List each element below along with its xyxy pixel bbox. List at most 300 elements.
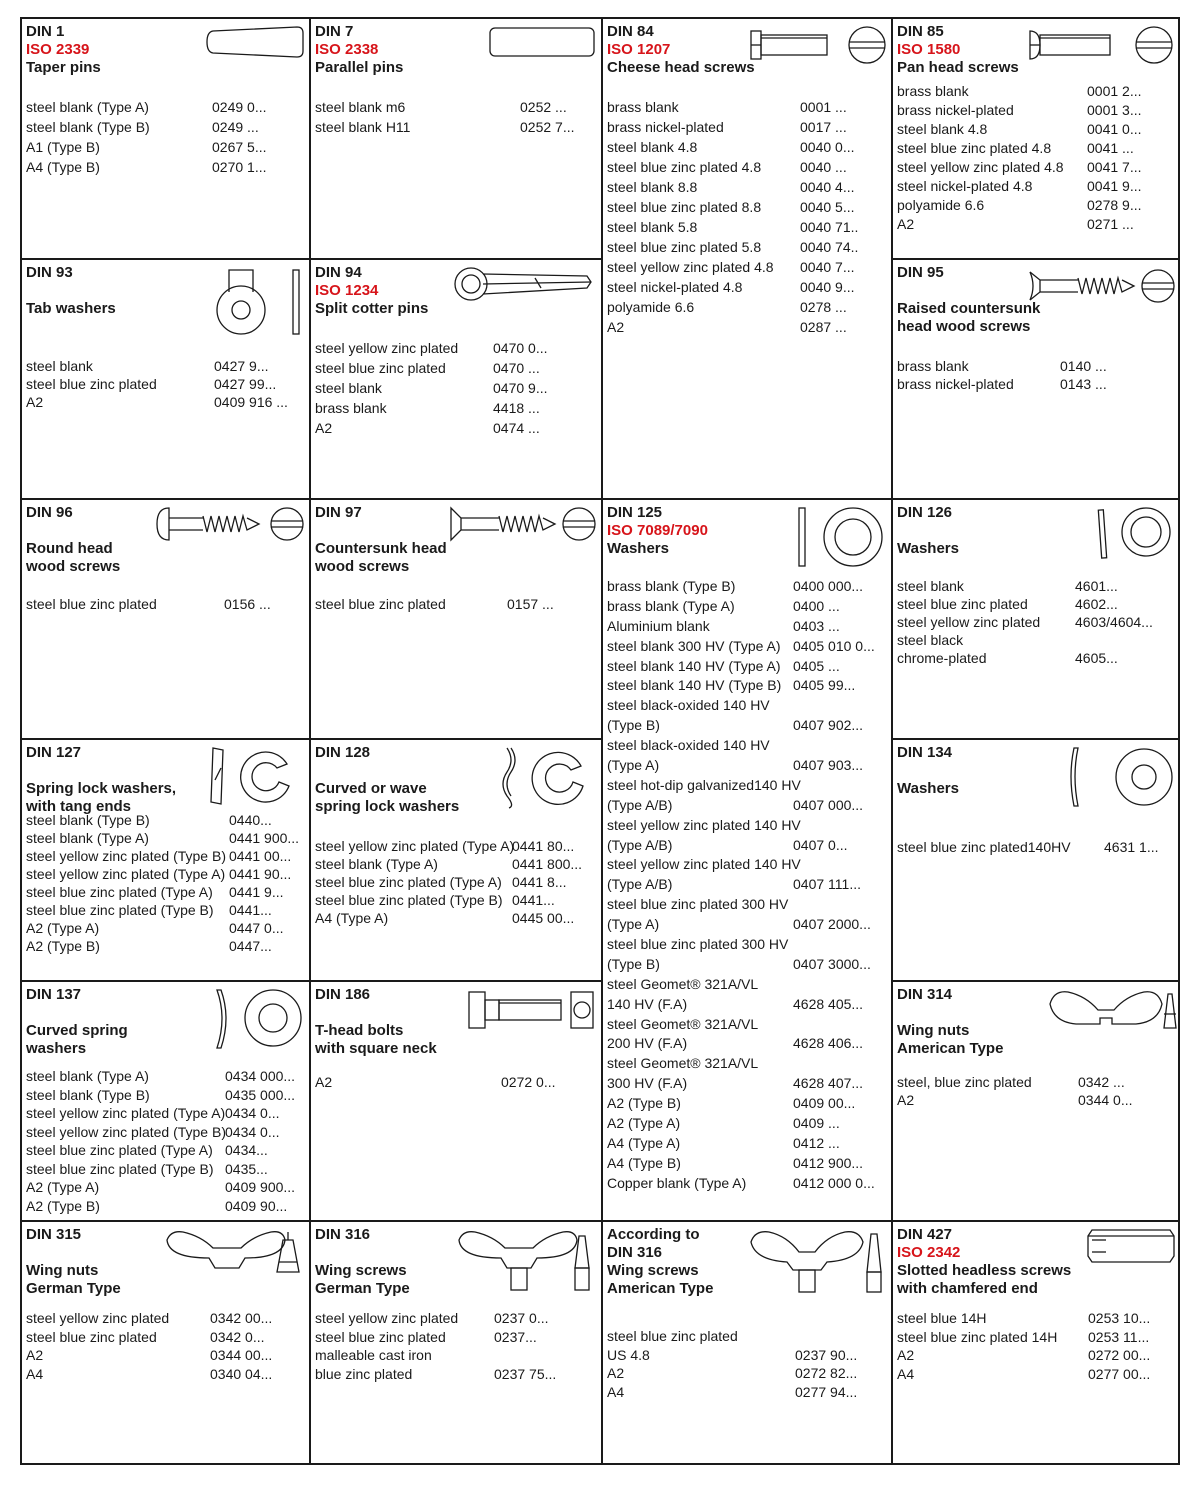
material-list [897,1310,1176,1384]
product-name: Wing screws German Type [315,1262,410,1297]
material-description: steel hot-dip galvanized140 HV [607,776,801,793]
material-description: steel blue zinc plated 14H [897,1328,1058,1345]
material-description: A4 (Type A) [315,910,389,926]
material-description: steel blue zinc plated 300 HV [607,936,789,953]
material-description: steel nickel-plated 4.8 [607,279,743,295]
list-item [26,596,305,616]
material-description: Aluminium blank [607,617,710,634]
article-number: 0040 0... [800,139,855,155]
article-number: 0474 ... [493,420,540,436]
list-item [607,996,887,1016]
list-item [26,1087,305,1106]
article-number: 0342 0... [210,1328,265,1345]
list-item [607,119,887,139]
material-list [315,1310,597,1384]
din-number: DIN 85 [897,23,944,40]
article-number: 0447... [229,938,272,954]
list-item [26,812,305,830]
material-description: blue zinc plated [315,1365,413,1382]
product-name: Parallel pins [315,59,404,76]
pan-head-screw-icon [1026,25,1176,70]
article-number: 0434... [225,1142,268,1158]
list-item [607,279,887,299]
article-number: 0470 0... [493,340,548,356]
heading-spacer [26,1004,128,1022]
article-number: 0403 ... [793,617,840,634]
list-item [26,938,305,956]
list-item [607,1035,887,1055]
material-description: brass blank (Type B) [607,578,736,594]
product-cell [893,1222,1180,1463]
list-item [607,976,887,996]
heading-spacer [26,1244,121,1262]
slotted-headless-screw-icon [1086,1228,1176,1269]
article-number: 0237... [494,1328,537,1345]
material-description: A2 [26,394,44,410]
material-description: steel blue zinc plated (Type A) [315,874,502,890]
list-item [607,777,887,797]
din-number: DIN 1 [26,23,65,40]
list-item [607,936,887,956]
product-name: Taper pins [26,59,101,76]
iso-number: ISO 1234 [315,282,379,299]
material-description: steel blue zinc plated [607,1328,738,1344]
list-item [897,121,1176,140]
material-description: steel blank H11 [315,119,411,135]
heading-spacer [315,1004,437,1022]
material-list [315,99,597,139]
list-item [315,360,597,380]
list-item [897,839,1176,857]
washer-126-icon [1096,506,1176,567]
article-number: 0278 9... [1087,197,1142,213]
list-item [607,598,887,618]
material-description: (Type A) [607,757,660,774]
material-description: steel blue zinc plated [26,1328,157,1345]
article-number: 0140 ... [1060,358,1107,374]
material-list [26,596,305,616]
article-number: 0405 ... [793,657,840,674]
list-item [897,614,1176,632]
product-name: Curved spring washers [26,1022,128,1057]
product-heading [897,504,959,558]
wing-nut-american-icon [1046,988,1176,1037]
list-item [897,1347,1176,1366]
heading-spacer [315,522,447,540]
article-number: 0344 00... [210,1347,273,1363]
list-item [315,1347,597,1366]
material-list [607,578,887,1195]
product-heading [897,1226,1071,1298]
product-heading [607,23,755,77]
article-number: 4601... [1075,578,1118,594]
article-number: 0407 000... [793,796,864,813]
product-cell [22,982,311,1222]
material-description: steel Geomet® 321A/VL [607,1055,759,1072]
list-item [897,578,1176,596]
material-description: Copper blank (Type A) [607,1174,747,1191]
article-number: 0237 90... [795,1346,858,1363]
tab-washer-icon [215,266,305,343]
product-heading [315,744,459,816]
article-number: 4603/4604... [1075,614,1153,630]
article-number: 0441 00... [229,848,292,864]
product-heading [897,264,1040,336]
product-name: T-head bolts with square neck [315,1022,437,1057]
split-cotter-pin-icon [447,266,597,311]
article-number: 0287 ... [800,319,847,335]
material-description: steel blue zinc plated [315,596,446,612]
article-number: 0405 010 0... [793,637,875,654]
article-number: 0407 903... [793,757,864,774]
list-item [26,1198,305,1217]
product-cell [603,1222,893,1463]
material-description: (Type A) [607,916,660,933]
material-list [315,1074,597,1092]
material-description: steel blank (Type B) [26,119,150,135]
product-heading [315,986,437,1058]
din-number: DIN 315 [26,1226,82,1243]
parallel-pin-icon [487,25,597,64]
material-list [607,99,887,339]
list-item [607,837,887,857]
din-number: DIN 93 [26,264,73,281]
material-description: 300 HV (F.A) [607,1075,688,1092]
material-description: polyamide 6.6 [607,299,695,315]
list-item [607,956,887,976]
product-cell [311,982,603,1222]
material-list [315,838,597,928]
material-description: steel blue 14H [897,1310,987,1326]
article-number: 0407 3000... [793,955,871,972]
list-item [607,179,887,199]
article-number: 0412 ... [793,1134,840,1151]
product-cell [22,260,311,500]
material-description: malleable cast iron [315,1347,432,1363]
product-name: Spring lock washers, with tang ends [26,780,177,815]
list-item [897,140,1176,159]
heading-spacer [897,1004,1003,1022]
material-description: steel blue zinc plated [897,596,1028,612]
material-description: US 4.8 [607,1346,650,1363]
list-item [897,1329,1176,1348]
list-item [26,866,305,884]
product-heading [26,1226,121,1298]
washer-icon [797,506,887,573]
material-description: steel blank [26,358,93,374]
list-item [26,358,305,376]
material-description: steel blank 140 HV (Type B) [607,677,782,694]
product-heading [897,23,1019,77]
material-description: steel Geomet® 321A/VL [607,975,759,992]
article-number: 0143 ... [1060,376,1107,392]
material-description: steel yellow zinc plated 4.8 [897,159,1064,175]
list-item [26,830,305,848]
material-description: steel yellow zinc plated [315,1310,459,1326]
din-number: DIN 84 [607,23,654,40]
din-number: DIN 95 [897,264,944,281]
material-description: steel blank 4.8 [897,121,988,137]
article-number: 0470 ... [493,360,540,376]
iso-number: ISO 2339 [26,41,90,58]
article-number: 4418 ... [493,400,540,416]
material-description: steel blue zinc plated 4.8 [897,140,1052,156]
material-description: steel blank 140 HV (Type A) [607,657,781,674]
article-number: 0249 0... [212,99,267,115]
article-number: 4628 407... [793,1075,864,1092]
list-item [315,910,597,928]
material-description: (Type A/B) [607,876,673,893]
product-name: Wing screws American Type [607,1262,714,1297]
list-item [897,358,1176,376]
material-description: steel blank (Type B) [26,812,150,828]
material-description: steel yellow zinc plated 4.8 [607,259,774,275]
curved-spring-washer-icon [209,988,305,1055]
material-description: A2 (Type A) [26,1179,100,1195]
product-heading [607,504,708,558]
material-list [26,99,305,179]
article-number: 0441 8... [512,874,567,890]
list-item [315,838,597,856]
material-description: steel blue zinc plated (Type B) [26,902,214,918]
product-heading [26,23,101,77]
material-description: A4 (Type B) [26,159,100,175]
list-item [26,1179,305,1198]
article-number: 0441 900... [229,830,300,846]
material-list [897,358,1176,394]
material-description: A4 [26,1365,44,1382]
product-cell [22,19,311,260]
iso-number: ISO 1207 [607,41,671,58]
product-heading [315,1226,410,1298]
article-number: 0040 ... [800,159,847,175]
spring-lock-washer-icon [209,746,305,813]
material-description: (Type B) [607,955,660,972]
product-heading [315,504,447,576]
article-number: 0041 7... [1087,159,1142,175]
material-description: steel blank 8.8 [607,179,698,195]
article-number: 0447 0... [229,920,284,936]
list-item [26,1124,305,1143]
article-number: 0434 0... [225,1105,280,1121]
din-number: DIN 97 [315,504,362,521]
washer-134-icon [1066,746,1176,813]
heading-spacer [315,762,459,780]
product-heading [897,744,959,798]
material-list [26,358,305,412]
list-item [315,1366,597,1385]
material-description: A1 (Type B) [26,139,100,155]
material-description: steel nickel-plated 4.8 [897,178,1033,194]
article-number: 0409 ... [793,1115,840,1132]
list-item [607,717,887,737]
list-item [607,259,887,279]
material-description: steel yellow zinc plated 140 HV [607,856,801,873]
list-item [607,1095,887,1115]
list-item [897,159,1176,178]
list-item [315,1329,597,1348]
article-number: 0412 900... [793,1154,864,1171]
article-number: 0427 9... [214,358,269,374]
article-number: 0409 900... [225,1179,296,1195]
article-number: 0277 94... [795,1383,858,1400]
list-item [897,102,1176,121]
material-description: A4 [897,1365,915,1382]
article-number: 0253 11... [1088,1328,1150,1345]
material-description: steel yellow zinc plated [897,614,1041,630]
cheese-head-screw-icon [747,25,887,70]
product-cell [603,19,893,500]
material-description: steel blue zinc plated (Type B) [315,892,503,908]
list-item [607,916,887,936]
product-cell [893,19,1180,260]
product-name: Raised countersunk head wood screws [897,300,1041,335]
list-item [897,197,1176,216]
article-number: 0441 90... [229,866,292,882]
material-description: polyamide 6.6 [897,197,985,213]
article-number: 0253 10... [1088,1310,1151,1326]
heading-spacer [26,762,176,780]
article-number: 0435... [225,1160,268,1177]
list-item [26,848,305,866]
material-description: steel blank [897,578,964,594]
article-number: 0342 ... [1078,1074,1125,1090]
list-item [607,737,887,757]
din-number: DIN 94 [315,264,362,281]
din-number: DIN 127 [26,744,82,761]
article-number: 0272 82... [795,1365,858,1381]
material-description: steel blank (Type A) [26,99,149,115]
article-number: 0272 00... [1088,1347,1151,1363]
din-number: DIN 7 [315,23,354,40]
din-number: DIN 427 [897,1226,953,1243]
iso-number: ISO 2338 [315,41,379,58]
article-number: 0441 800... [512,856,583,872]
material-description: steel blank (Type A) [26,830,149,846]
material-description: steel yellow zinc plated 140 HV [607,816,801,833]
list-item [26,1161,305,1180]
list-item [26,139,305,159]
material-description: A2 (Type B) [607,1095,681,1112]
heading-spacer [26,522,120,540]
article-number: 0344 0... [1078,1092,1133,1108]
list-item [26,1068,305,1087]
material-description: steel yellow zinc plated [26,1310,170,1326]
taper-pin-icon [205,25,305,64]
article-number: 0441... [512,892,555,908]
article-number: 0441... [229,902,272,918]
material-description: (Type B) [607,717,660,734]
list-item [607,1016,887,1036]
list-item [607,199,887,219]
list-item [607,876,887,896]
article-number: 0040 5... [800,199,855,215]
list-item [607,99,887,119]
article-number: 0252 7... [520,119,575,135]
list-item [607,578,887,598]
round-head-wood-screw-icon [155,506,305,547]
list-item [607,797,887,817]
product-name: Wing nuts American Type [897,1022,1004,1057]
material-description: A2 [897,216,915,232]
list-item [897,1074,1176,1092]
list-item [607,1365,887,1384]
din-number: DIN 125 [607,504,663,521]
article-number: 4602... [1075,596,1118,612]
wing-nut-german-icon [165,1228,305,1281]
material-description: A2 [897,1347,915,1363]
article-number: 4605... [1075,650,1118,666]
material-description: brass nickel-plated [897,376,1014,392]
material-description: A4 (Type A) [607,1134,681,1151]
list-item [897,216,1176,235]
product-heading [26,744,176,816]
product-cell [22,500,311,740]
product-name: Washers [897,780,959,797]
list-item [607,139,887,159]
countersunk-wood-screw-icon [447,506,597,547]
article-number: 0271 ... [1087,216,1134,232]
material-description: steel yellow zinc plated (Type A) [26,1105,226,1121]
iso-number: ISO 7089/7090 [607,522,708,539]
list-item [26,920,305,938]
product-heading [26,504,120,576]
article-number: 0409 00... [793,1095,856,1112]
material-description: brass nickel-plated [897,102,1014,118]
product-cell [311,19,603,260]
list-item [26,1329,305,1348]
article-number: 0470 9... [493,380,548,396]
list-item [897,1366,1176,1385]
list-item [315,119,597,139]
material-description: A4 [607,1383,625,1400]
article-number: 0040 9... [800,279,855,295]
product-cell [311,500,603,740]
material-description: steel yellow zinc plated (Type B) [26,848,226,864]
list-item [897,632,1176,650]
list-item [607,658,887,678]
material-description: brass blank [897,83,969,99]
material-list [897,83,1176,235]
list-item [607,299,887,319]
din-number: DIN 314 [897,986,953,1003]
list-item [26,159,305,179]
article-number: 0040 4... [800,179,855,195]
material-description: steel, blue zinc plated [897,1074,1032,1090]
article-number: 0441 9... [229,884,284,900]
list-item [607,1055,887,1075]
material-list [897,1074,1176,1110]
material-description: steel blank 4.8 [607,139,698,155]
article-number: 0405 99... [793,677,856,694]
article-number: 0407 2000... [793,916,871,933]
product-cell [22,1222,311,1463]
material-description: steel blank 300 HV (Type A) [607,637,781,654]
article-number: 0001 ... [800,99,847,115]
product-heading [897,986,1003,1058]
article-number: 0040 7... [800,259,855,275]
list-item [315,400,597,420]
list-item [315,856,597,874]
din-number: DIN 96 [26,504,73,521]
article-number: 0278 ... [800,299,847,315]
heading-spacer [26,282,116,300]
material-description: steel black-oxided 140 HV [607,697,770,714]
wing-screw-american-icon [747,1228,887,1299]
product-name: Pan head screws [897,59,1019,76]
product-name: Tab washers [26,300,116,317]
wing-screw-german-icon [457,1228,597,1297]
